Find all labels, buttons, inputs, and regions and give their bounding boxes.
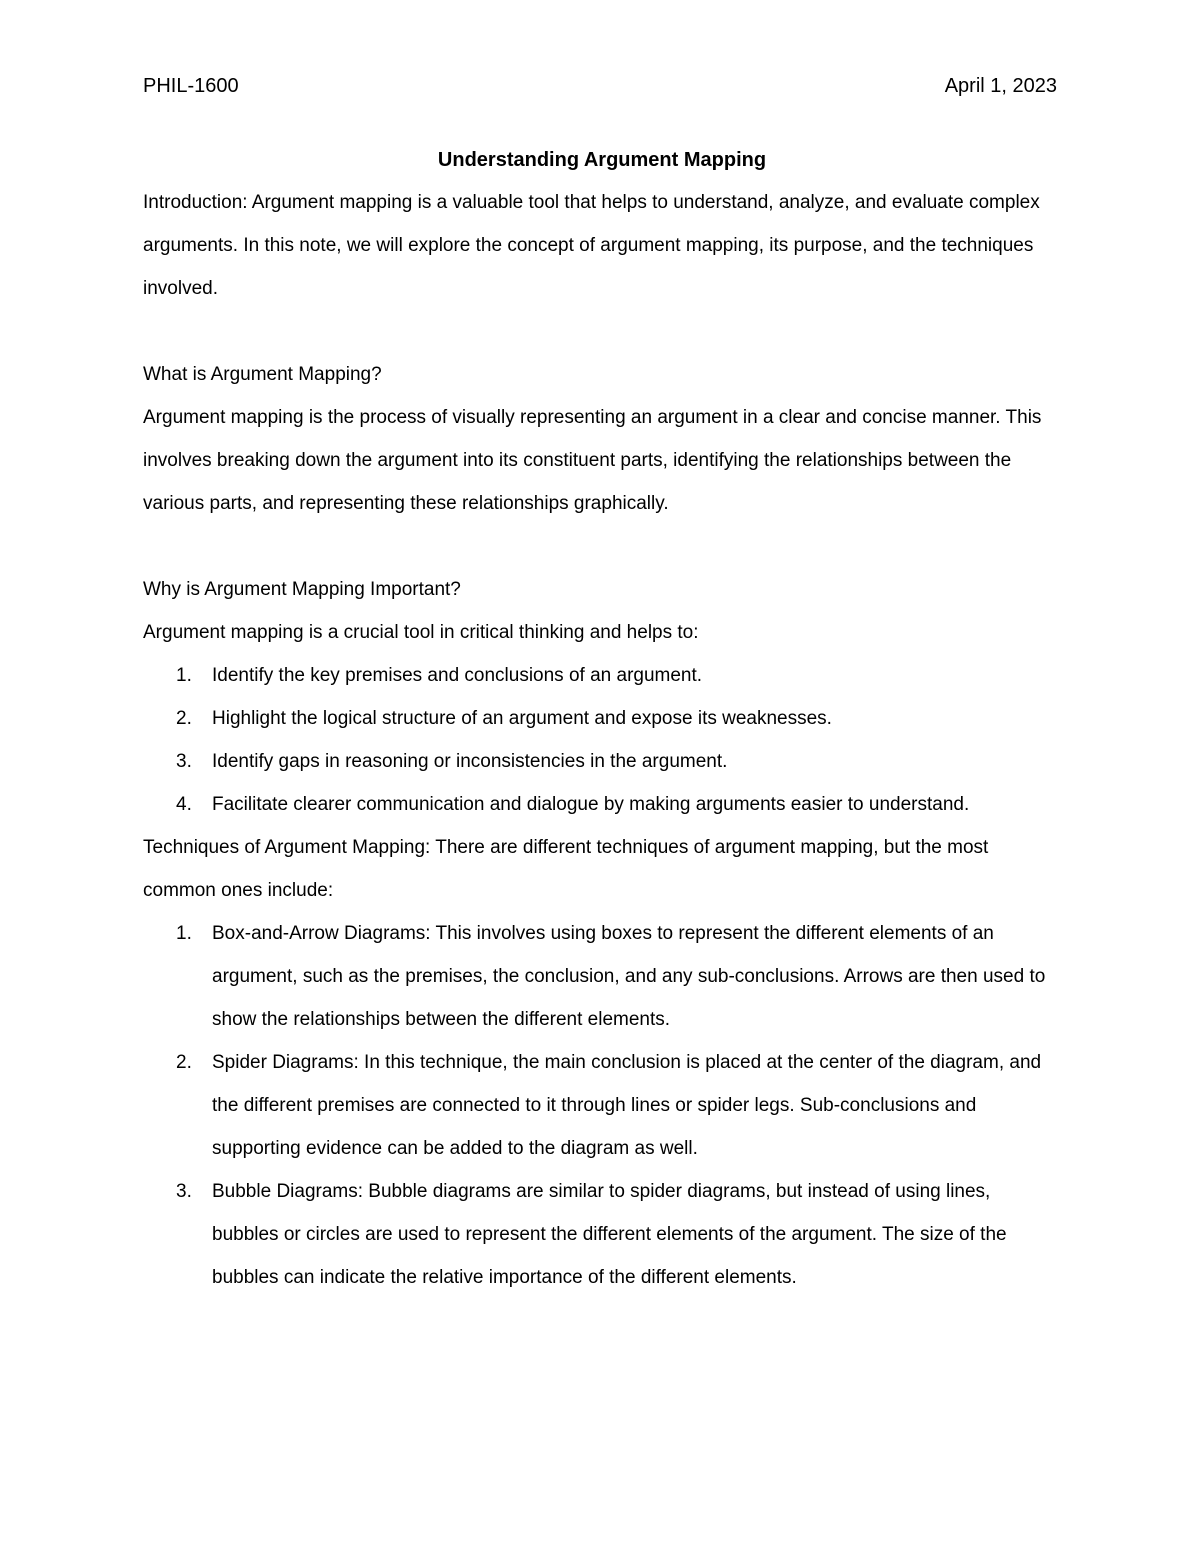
- list-item: [143, 1170, 1061, 1299]
- list-item-text: Identify gaps in reasoning or inconsistencies in the argument.: [212, 751, 728, 772]
- list-number: 1.: [176, 665, 192, 686]
- list-number: 1.: [176, 923, 192, 944]
- what-paragraph: Argument mapping is the process of visually representing an argument in a clear and concise manner. This involves breaking down the argument into its constituent parts, identifying the relationships between the various parts, and representing these relationships graphically.: [143, 407, 1042, 514]
- document-body: [143, 145, 1061, 1299]
- why-intro-paragraph: Argument mapping is a crucial tool in critical thinking and helps to:: [143, 622, 699, 643]
- list-item-text: Identify the key premises and conclusions of an argument.: [212, 665, 703, 686]
- list-item-text: Bubble Diagrams: Bubble diagrams are similar to spider diagrams, but instead of using lines, bubbles or circles are used to represent the different elements of the argument. The size of the bubbles can indicate the relative importance of the different elements.: [212, 1181, 1007, 1288]
- section-heading-why: Why is Argument Mapping Important?: [143, 579, 461, 600]
- list-item-text: Spider Diagrams: In this technique, the main conclusion is placed at the center of the diagram, and the different premises are connected to it through lines or spider legs. Sub-conclusions and supporting evidence can be added to the diagram as well.: [212, 1052, 1042, 1159]
- list-item-text: Box-and-Arrow Diagrams: This involves using boxes to represent the different elements of an argument, such as the premises, the conclusion, and any sub-conclusions. Arrows are then used to show the relationships between the different elements.: [212, 923, 1046, 1030]
- list-item: [143, 912, 1061, 1041]
- paragraph-spacer: [143, 525, 1061, 568]
- techniques-intro-paragraph: Techniques of Argument Mapping: There are different techniques of argument mapping, but the most common ones include:: [143, 837, 989, 901]
- list-item: [143, 697, 1061, 740]
- course-code: PHIL-1600: [143, 75, 239, 97]
- list-item: [143, 783, 1061, 826]
- list-item: [143, 1041, 1061, 1170]
- why-list: [143, 654, 1061, 826]
- list-item: [143, 654, 1061, 697]
- techniques-list: [143, 912, 1061, 1299]
- paragraph-spacer: [143, 310, 1061, 353]
- list-item-text: Highlight the logical structure of an argument and expose its weaknesses.: [212, 708, 832, 729]
- list-number: 4.: [176, 794, 192, 815]
- list-item-text: Facilitate clearer communication and dialogue by making arguments easier to understand.: [212, 794, 970, 815]
- document-title: Understanding Argument Mapping: [437, 149, 767, 171]
- section-heading-what: What is Argument Mapping?: [143, 364, 382, 385]
- list-item: [143, 740, 1061, 783]
- list-number: 3.: [176, 1181, 192, 1202]
- document-date: April 1, 2023: [944, 75, 1057, 97]
- list-number: 3.: [176, 751, 192, 772]
- list-number: 2.: [176, 1052, 192, 1073]
- intro-paragraph: Introduction: Argument mapping is a valuable tool that helps to understand, analyze, and evaluate complex arguments. In this note, we will explore the concept of argument mapping, its purpose, and the techniques involved.: [143, 192, 1040, 299]
- list-number: 2.: [176, 708, 192, 729]
